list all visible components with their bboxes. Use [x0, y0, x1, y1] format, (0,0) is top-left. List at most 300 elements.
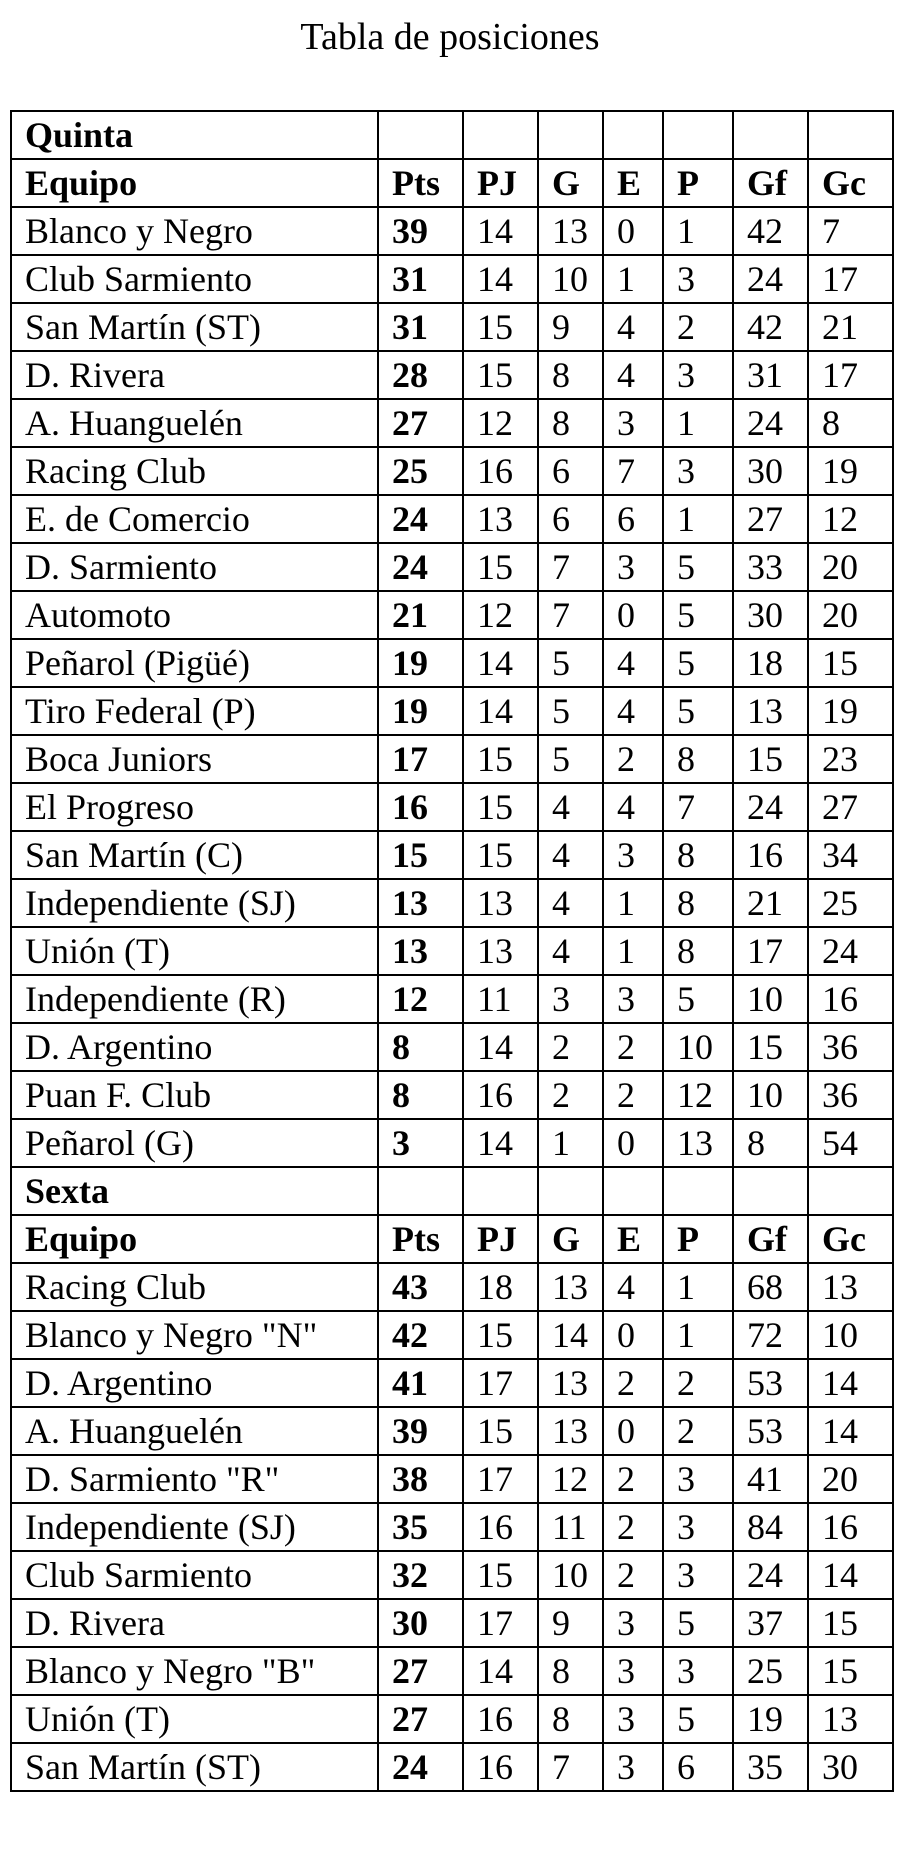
stat-p: 2	[663, 1407, 733, 1455]
stat-pts: 13	[378, 927, 463, 975]
table-row	[11, 1599, 893, 1647]
stat-gc: 13	[808, 1695, 893, 1743]
stat-pts: 15	[378, 831, 463, 879]
stat-gf: 41	[733, 1455, 808, 1503]
stat-pts: 31	[378, 303, 463, 351]
team-name: Blanco y Negro	[11, 207, 378, 255]
table-row	[11, 303, 893, 351]
stat-e: 3	[603, 1695, 663, 1743]
column-header-p: P	[663, 1215, 733, 1263]
team-name: Puan F. Club	[11, 1071, 378, 1119]
column-header-e: E	[603, 159, 663, 207]
stat-pj: 18	[463, 1263, 538, 1311]
stat-e: 2	[603, 735, 663, 783]
stat-pj: 15	[463, 543, 538, 591]
stat-e: 6	[603, 495, 663, 543]
stat-pj: 16	[463, 1071, 538, 1119]
empty-cell	[378, 111, 463, 159]
stat-gc: 15	[808, 1647, 893, 1695]
stat-gc: 15	[808, 1599, 893, 1647]
stat-e: 3	[603, 831, 663, 879]
team-name: San Martín (ST)	[11, 1743, 378, 1791]
stat-gc: 10	[808, 1311, 893, 1359]
stat-pts: 27	[378, 399, 463, 447]
stat-gc: 16	[808, 1503, 893, 1551]
stat-gc: 20	[808, 1455, 893, 1503]
stat-pts: 38	[378, 1455, 463, 1503]
stat-g: 13	[538, 1359, 603, 1407]
column-header-row	[11, 159, 893, 207]
stat-pj: 17	[463, 1599, 538, 1647]
stat-pts: 17	[378, 735, 463, 783]
table-row	[11, 447, 893, 495]
stat-pts: 16	[378, 783, 463, 831]
stat-pts: 8	[378, 1023, 463, 1071]
stat-gf: 30	[733, 591, 808, 639]
stat-g: 3	[538, 975, 603, 1023]
stat-pts: 43	[378, 1263, 463, 1311]
table-row	[11, 1551, 893, 1599]
column-header-pts: Pts	[378, 1215, 463, 1263]
stat-gc: 34	[808, 831, 893, 879]
stat-gf: 72	[733, 1311, 808, 1359]
column-header-e: E	[603, 1215, 663, 1263]
stat-pj: 15	[463, 1311, 538, 1359]
stat-e: 3	[603, 399, 663, 447]
team-name: San Martín (ST)	[11, 303, 378, 351]
stat-gf: 21	[733, 879, 808, 927]
stat-pj: 14	[463, 1119, 538, 1167]
stat-g: 5	[538, 687, 603, 735]
stat-gf: 15	[733, 1023, 808, 1071]
stat-pts: 19	[378, 639, 463, 687]
team-name: D. Sarmiento	[11, 543, 378, 591]
stat-gf: 24	[733, 255, 808, 303]
stat-e: 1	[603, 927, 663, 975]
stat-pts: 30	[378, 1599, 463, 1647]
column-header-gc: Gc	[808, 1215, 893, 1263]
stat-pts: 12	[378, 975, 463, 1023]
stat-e: 0	[603, 591, 663, 639]
stat-e: 1	[603, 255, 663, 303]
empty-cell	[463, 111, 538, 159]
stat-pts: 32	[378, 1551, 463, 1599]
stat-p: 10	[663, 1023, 733, 1071]
stat-gc: 8	[808, 399, 893, 447]
stat-pts: 21	[378, 591, 463, 639]
stat-g: 10	[538, 255, 603, 303]
stat-gf: 33	[733, 543, 808, 591]
stat-pj: 15	[463, 1407, 538, 1455]
empty-cell	[538, 111, 603, 159]
stat-gc: 25	[808, 879, 893, 927]
stat-e: 2	[603, 1455, 663, 1503]
stat-e: 3	[603, 975, 663, 1023]
table-row	[11, 927, 893, 975]
stat-pts: 19	[378, 687, 463, 735]
stat-p: 1	[663, 1263, 733, 1311]
stat-pts: 27	[378, 1647, 463, 1695]
stat-gf: 17	[733, 927, 808, 975]
stat-pj: 14	[463, 687, 538, 735]
stat-pj: 14	[463, 1647, 538, 1695]
stat-pj: 13	[463, 927, 538, 975]
empty-cell	[808, 111, 893, 159]
stat-g: 8	[538, 351, 603, 399]
team-name: Racing Club	[11, 447, 378, 495]
stat-gc: 19	[808, 447, 893, 495]
stat-p: 1	[663, 399, 733, 447]
stat-pj: 16	[463, 1503, 538, 1551]
table-row	[11, 639, 893, 687]
stat-g: 7	[538, 1743, 603, 1791]
stat-pj: 15	[463, 303, 538, 351]
empty-cell	[733, 111, 808, 159]
stat-g: 4	[538, 783, 603, 831]
stat-g: 8	[538, 1647, 603, 1695]
stat-gc: 20	[808, 591, 893, 639]
stat-gc: 27	[808, 783, 893, 831]
stat-g: 9	[538, 1599, 603, 1647]
stat-gc: 17	[808, 255, 893, 303]
stat-pj: 14	[463, 639, 538, 687]
stat-gf: 35	[733, 1743, 808, 1791]
stat-e: 0	[603, 1311, 663, 1359]
stat-p: 8	[663, 879, 733, 927]
standings-body	[11, 111, 893, 1791]
team-name: El Progreso	[11, 783, 378, 831]
stat-p: 3	[663, 1647, 733, 1695]
section-title-row	[11, 111, 893, 159]
stat-pts: 3	[378, 1119, 463, 1167]
stat-e: 4	[603, 351, 663, 399]
stat-g: 9	[538, 303, 603, 351]
stat-pj: 15	[463, 351, 538, 399]
column-header-team: Equipo	[11, 159, 378, 207]
team-name: Independiente (SJ)	[11, 1503, 378, 1551]
stat-gf: 53	[733, 1407, 808, 1455]
team-name: D. Argentino	[11, 1023, 378, 1071]
stat-pts: 13	[378, 879, 463, 927]
stat-p: 6	[663, 1743, 733, 1791]
stat-e: 4	[603, 303, 663, 351]
table-row	[11, 1311, 893, 1359]
team-name: San Martín (C)	[11, 831, 378, 879]
column-header-row	[11, 1215, 893, 1263]
stat-gf: 42	[733, 207, 808, 255]
stat-g: 7	[538, 543, 603, 591]
team-name: Racing Club	[11, 1263, 378, 1311]
table-row	[11, 1503, 893, 1551]
table-row	[11, 591, 893, 639]
stat-g: 2	[538, 1023, 603, 1071]
stat-pj: 11	[463, 975, 538, 1023]
table-row	[11, 495, 893, 543]
stat-gf: 42	[733, 303, 808, 351]
column-header-p: P	[663, 159, 733, 207]
stat-g: 10	[538, 1551, 603, 1599]
stat-p: 8	[663, 735, 733, 783]
table-row	[11, 783, 893, 831]
stat-gf: 16	[733, 831, 808, 879]
stat-e: 4	[603, 687, 663, 735]
stat-e: 4	[603, 783, 663, 831]
stat-gc: 36	[808, 1071, 893, 1119]
stat-gf: 8	[733, 1119, 808, 1167]
stat-gf: 10	[733, 975, 808, 1023]
team-name: Blanco y Negro "B"	[11, 1647, 378, 1695]
stat-gc: 14	[808, 1359, 893, 1407]
stat-pj: 12	[463, 399, 538, 447]
stat-p: 5	[663, 543, 733, 591]
page-title: Tabla de posiciones	[300, 16, 600, 58]
stat-e: 2	[603, 1071, 663, 1119]
empty-cell	[538, 1167, 603, 1215]
stat-gf: 15	[733, 735, 808, 783]
stat-pj: 13	[463, 879, 538, 927]
empty-cell	[663, 1167, 733, 1215]
column-header-g: G	[538, 159, 603, 207]
stat-pj: 15	[463, 735, 538, 783]
stat-pts: 42	[378, 1311, 463, 1359]
stat-gc: 54	[808, 1119, 893, 1167]
stat-p: 1	[663, 1311, 733, 1359]
column-header-gf: Gf	[733, 1215, 808, 1263]
stat-gc: 13	[808, 1263, 893, 1311]
stat-e: 3	[603, 1599, 663, 1647]
team-name: A. Huanguelén	[11, 399, 378, 447]
stat-p: 3	[663, 1503, 733, 1551]
stat-g: 4	[538, 879, 603, 927]
column-header-pj: PJ	[463, 1215, 538, 1263]
stat-pts: 24	[378, 495, 463, 543]
stat-gc: 19	[808, 687, 893, 735]
table-row	[11, 975, 893, 1023]
stat-e: 4	[603, 639, 663, 687]
stat-pj: 12	[463, 591, 538, 639]
stat-gc: 30	[808, 1743, 893, 1791]
stat-p: 8	[663, 927, 733, 975]
stat-p: 3	[663, 447, 733, 495]
stat-p: 2	[663, 303, 733, 351]
empty-cell	[603, 1167, 663, 1215]
table-row	[11, 399, 893, 447]
stat-g: 8	[538, 1695, 603, 1743]
stat-p: 3	[663, 1551, 733, 1599]
stat-p: 5	[663, 1599, 733, 1647]
table-row	[11, 1647, 893, 1695]
stat-p: 1	[663, 495, 733, 543]
team-name: Peñarol (G)	[11, 1119, 378, 1167]
stat-pts: 39	[378, 1407, 463, 1455]
stat-gc: 21	[808, 303, 893, 351]
stat-pts: 8	[378, 1071, 463, 1119]
table-row	[11, 1407, 893, 1455]
team-name: Peñarol (Pigüé)	[11, 639, 378, 687]
stat-g: 8	[538, 399, 603, 447]
stat-g: 13	[538, 207, 603, 255]
table-row	[11, 543, 893, 591]
team-name: Tiro Federal (P)	[11, 687, 378, 735]
table-row	[11, 735, 893, 783]
stat-gc: 20	[808, 543, 893, 591]
stat-pj: 16	[463, 1743, 538, 1791]
stat-pts: 24	[378, 1743, 463, 1791]
stat-p: 12	[663, 1071, 733, 1119]
stat-pj: 17	[463, 1359, 538, 1407]
stat-g: 11	[538, 1503, 603, 1551]
section-title: Quinta	[11, 111, 378, 159]
stat-pj: 17	[463, 1455, 538, 1503]
column-header-gf: Gf	[733, 159, 808, 207]
team-name: E. de Comercio	[11, 495, 378, 543]
stat-g: 13	[538, 1407, 603, 1455]
stat-gc: 36	[808, 1023, 893, 1071]
team-name: D. Rivera	[11, 351, 378, 399]
stat-gf: 25	[733, 1647, 808, 1695]
section-title-row	[11, 1167, 893, 1215]
stat-gc: 14	[808, 1551, 893, 1599]
stat-g: 13	[538, 1263, 603, 1311]
team-name: Unión (T)	[11, 927, 378, 975]
stat-g: 1	[538, 1119, 603, 1167]
stat-p: 5	[663, 687, 733, 735]
empty-cell	[463, 1167, 538, 1215]
stat-gf: 18	[733, 639, 808, 687]
stat-gf: 13	[733, 687, 808, 735]
stat-gf: 68	[733, 1263, 808, 1311]
stat-p: 5	[663, 639, 733, 687]
stat-gf: 19	[733, 1695, 808, 1743]
stat-p: 8	[663, 831, 733, 879]
table-row	[11, 1695, 893, 1743]
stat-gc: 17	[808, 351, 893, 399]
team-name: Independiente (R)	[11, 975, 378, 1023]
stat-pts: 28	[378, 351, 463, 399]
stat-e: 7	[603, 447, 663, 495]
stat-e: 2	[603, 1503, 663, 1551]
empty-cell	[808, 1167, 893, 1215]
stat-p: 3	[663, 1455, 733, 1503]
column-header-gc: Gc	[808, 159, 893, 207]
team-name: D. Sarmiento "R"	[11, 1455, 378, 1503]
stat-gf: 31	[733, 351, 808, 399]
table-row	[11, 879, 893, 927]
stat-pj: 14	[463, 1023, 538, 1071]
empty-cell	[733, 1167, 808, 1215]
stat-pj: 15	[463, 831, 538, 879]
stat-g: 6	[538, 447, 603, 495]
stat-p: 3	[663, 255, 733, 303]
stat-gf: 53	[733, 1359, 808, 1407]
stat-e: 3	[603, 543, 663, 591]
stat-g: 5	[538, 735, 603, 783]
team-name: Club Sarmiento	[11, 1551, 378, 1599]
table-row	[11, 831, 893, 879]
stat-pj: 16	[463, 1695, 538, 1743]
table-row	[11, 1743, 893, 1791]
stat-e: 0	[603, 1119, 663, 1167]
team-name: D. Rivera	[11, 1599, 378, 1647]
stat-p: 5	[663, 975, 733, 1023]
stat-gf: 24	[733, 783, 808, 831]
column-header-pj: PJ	[463, 159, 538, 207]
table-row	[11, 1023, 893, 1071]
team-name: A. Huanguelén	[11, 1407, 378, 1455]
table-row	[11, 1455, 893, 1503]
team-name: Automoto	[11, 591, 378, 639]
stat-gf: 24	[733, 1551, 808, 1599]
table-row	[11, 1359, 893, 1407]
stat-g: 14	[538, 1311, 603, 1359]
stat-gf: 37	[733, 1599, 808, 1647]
table-row	[11, 207, 893, 255]
stat-g: 6	[538, 495, 603, 543]
stat-e: 2	[603, 1551, 663, 1599]
team-name: D. Argentino	[11, 1359, 378, 1407]
stat-gc: 12	[808, 495, 893, 543]
stat-gc: 14	[808, 1407, 893, 1455]
stat-p: 5	[663, 1695, 733, 1743]
stat-g: 4	[538, 927, 603, 975]
stat-gf: 30	[733, 447, 808, 495]
stat-p: 3	[663, 351, 733, 399]
empty-cell	[663, 111, 733, 159]
stat-e: 2	[603, 1023, 663, 1071]
stat-g: 5	[538, 639, 603, 687]
stat-e: 0	[603, 207, 663, 255]
stat-p: 7	[663, 783, 733, 831]
stat-pts: 25	[378, 447, 463, 495]
stat-pts: 31	[378, 255, 463, 303]
stat-pj: 15	[463, 1551, 538, 1599]
stat-gc: 23	[808, 735, 893, 783]
stat-gc: 24	[808, 927, 893, 975]
stat-pts: 41	[378, 1359, 463, 1407]
stat-gc: 15	[808, 639, 893, 687]
table-row	[11, 1263, 893, 1311]
stat-gf: 10	[733, 1071, 808, 1119]
standings-table	[10, 110, 894, 1792]
stat-e: 1	[603, 879, 663, 927]
empty-cell	[603, 111, 663, 159]
column-header-team: Equipo	[11, 1215, 378, 1263]
stat-pj: 16	[463, 447, 538, 495]
stat-pts: 24	[378, 543, 463, 591]
stat-g: 2	[538, 1071, 603, 1119]
stat-pts: 35	[378, 1503, 463, 1551]
team-name: Boca Juniors	[11, 735, 378, 783]
stat-gc: 7	[808, 207, 893, 255]
stat-e: 3	[603, 1647, 663, 1695]
stat-p: 2	[663, 1359, 733, 1407]
empty-cell	[378, 1167, 463, 1215]
stat-g: 12	[538, 1455, 603, 1503]
table-row	[11, 1071, 893, 1119]
stat-pts: 27	[378, 1695, 463, 1743]
stat-gf: 84	[733, 1503, 808, 1551]
stat-pj: 14	[463, 255, 538, 303]
column-header-pts: Pts	[378, 159, 463, 207]
stat-g: 4	[538, 831, 603, 879]
table-row	[11, 351, 893, 399]
stat-pts: 39	[378, 207, 463, 255]
team-name: Unión (T)	[11, 1695, 378, 1743]
stat-p: 1	[663, 207, 733, 255]
stat-e: 4	[603, 1263, 663, 1311]
section-title: Sexta	[11, 1167, 378, 1215]
table-row	[11, 1119, 893, 1167]
